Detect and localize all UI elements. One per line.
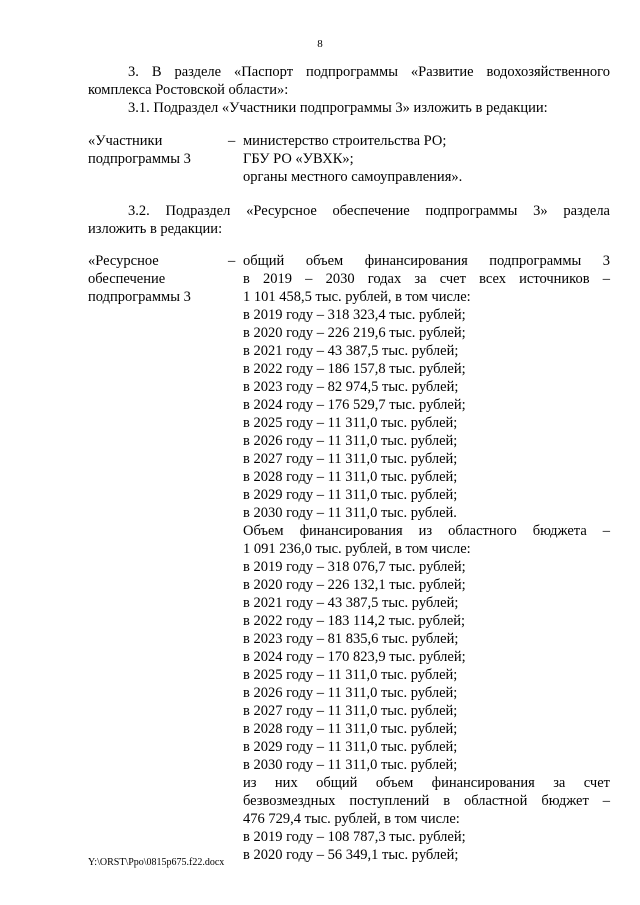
- section-3-heading: [88, 63, 610, 117]
- total-funding-line-3: 1 101 458,5 тыс. рублей, в том числе:: [243, 289, 471, 305]
- year-funding-item: в 2024 году – 176 529,7 тыс. рублей;: [243, 397, 466, 413]
- regional-funding-years: [243, 558, 610, 774]
- year-funding-item: в 2029 году – 11 311,0 тыс. рублей;: [243, 487, 458, 503]
- section-3-1-heading: 3.1. Подраздел «Участники подпрограммы 3» изложить в редакции:: [128, 100, 548, 116]
- year-funding-item: в 2021 году – 43 387,5 тыс. рублей;: [243, 595, 459, 611]
- participants-block: [88, 132, 610, 188]
- year-funding-item: в 2020 году – 226 219,6 тыс. рублей;: [243, 325, 466, 341]
- year-funding-item: в 2024 году – 170 823,9 тыс. рублей;: [243, 649, 466, 665]
- section-3-2-line-1: 3.2. Подраздел «Ресурсное обеспечение подпрограммы 3» раздела: [128, 203, 610, 219]
- year-funding-item: в 2029 году – 11 311,0 тыс. рублей;: [243, 739, 458, 755]
- year-funding-item: в 2019 году – 108 787,3 тыс. рублей;: [243, 829, 466, 845]
- year-funding-item: в 2019 году – 318 076,7 тыс. рублей;: [243, 559, 466, 575]
- participant-item: ГБУ РО «УВХК»;: [243, 151, 354, 167]
- year-funding-item: в 2025 году – 11 311,0 тыс. рублей;: [243, 415, 458, 431]
- year-funding-item: в 2028 году – 11 311,0 тыс. рублей;: [243, 469, 458, 485]
- resources-label-line-2: обеспечение: [88, 271, 166, 287]
- participants-list: [243, 132, 610, 186]
- grants-funding-line-3: 476 729,4 тыс. рублей, в том числе:: [243, 811, 460, 827]
- total-funding-years: [243, 306, 610, 522]
- document-file-path: Y:\ORST\Ppo\0815p675.f22.docx: [88, 857, 225, 868]
- resources-content: [243, 252, 610, 864]
- resources-label-line-3: подпрограммы 3: [88, 289, 191, 305]
- total-funding-line-2: в 2019 – 2030 годах за счет всех источников –: [243, 271, 610, 287]
- resources-label: [88, 252, 228, 306]
- regional-funding-line-1: Объем финансирования из областного бюджета –: [243, 523, 610, 539]
- section-3-line-1: 3. В разделе «Паспорт подпрограммы «Развитие водохозяйственного: [128, 64, 610, 80]
- year-funding-item: в 2028 году – 11 311,0 тыс. рублей;: [243, 721, 458, 737]
- participants-label: [88, 132, 228, 168]
- year-funding-item: в 2020 году – 56 349,1 тыс. рублей;: [243, 847, 459, 863]
- grants-funding-years: [243, 828, 610, 864]
- year-funding-item: в 2022 году – 186 157,8 тыс. рублей;: [243, 361, 466, 377]
- year-funding-item: в 2019 году – 318 323,4 тыс. рублей;: [243, 307, 466, 323]
- section-3-2-line-2: изложить в редакции:: [88, 221, 223, 237]
- page-number: 8: [317, 38, 323, 50]
- participant-item: органы местного самоуправления».: [243, 169, 463, 185]
- grants-funding-line-2: безвозмездных поступлений в областной бюджет –: [243, 793, 610, 809]
- participants-dash: –: [228, 133, 236, 149]
- year-funding-item: в 2023 году – 81 835,6 тыс. рублей;: [243, 631, 459, 647]
- total-funding-line-1: общий объем финансирования подпрограммы 3: [243, 253, 610, 269]
- participant-item: министерство строительства РО;: [243, 133, 447, 149]
- year-funding-item: в 2030 году – 11 311,0 тыс. рублей;: [243, 757, 458, 773]
- year-funding-item: в 2027 году – 11 311,0 тыс. рублей;: [243, 703, 458, 719]
- participants-label-line-1: «Участники: [88, 133, 163, 149]
- year-funding-item: в 2020 году – 226 132,1 тыс. рублей;: [243, 577, 466, 593]
- year-funding-item: в 2023 году – 82 974,5 тыс. рублей;: [243, 379, 459, 395]
- year-funding-item: в 2030 году – 11 311,0 тыс. рублей.: [243, 505, 457, 521]
- year-funding-item: в 2027 году – 11 311,0 тыс. рублей;: [243, 451, 458, 467]
- year-funding-item: в 2025 году – 11 311,0 тыс. рублей;: [243, 667, 458, 683]
- participants-label-line-2: подпрограммы 3: [88, 151, 191, 167]
- resources-label-line-1: «Ресурсное: [88, 253, 159, 269]
- year-funding-item: в 2022 году – 183 114,2 тыс. рублей;: [243, 613, 466, 629]
- resources-dash: –: [228, 253, 236, 269]
- section-3-2-heading: [88, 202, 610, 238]
- year-funding-item: в 2026 году – 11 311,0 тыс. рублей;: [243, 433, 458, 449]
- grants-funding-line-1: из них общий объем финансирования за счет: [243, 775, 610, 791]
- regional-funding-line-2: 1 091 236,0 тыс. рублей, в том числе:: [243, 541, 471, 557]
- year-funding-item: в 2026 году – 11 311,0 тыс. рублей;: [243, 685, 458, 701]
- section-3-line-2: комплекса Ростовской области»:: [88, 82, 289, 98]
- year-funding-item: в 2021 году – 43 387,5 тыс. рублей;: [243, 343, 459, 359]
